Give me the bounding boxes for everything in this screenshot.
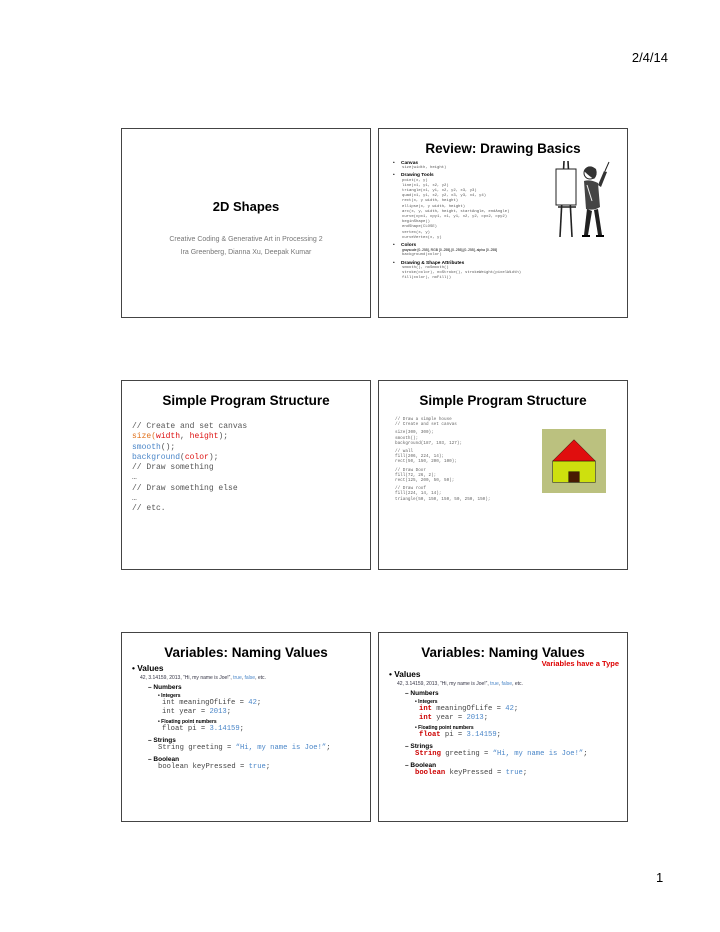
code-ellipsis: … bbox=[132, 473, 137, 483]
code-line: endShape(CLOSE) bbox=[402, 225, 438, 230]
code-line: smooth(), noSmooth() bbox=[402, 265, 449, 270]
code-comment: // Create and set canvas bbox=[132, 422, 248, 431]
code-line: float pi = 3.14159; bbox=[419, 731, 501, 739]
subsection-floats: • Floating point numbers bbox=[415, 725, 474, 731]
code-line: curveVertex(x, y) bbox=[402, 235, 442, 240]
slide-heading: Variables: Naming Values bbox=[164, 645, 328, 660]
code-block: // Draw a simple house // Create and set canvas size(300, 300); smooth(); background(187, 193, 127); // wall fill(206, 224, 14); rect(50, 150, 200, 100); // Draw Door fill(72, 26, 2); rect(125, 200, 50, 50); // Draw roof fill(224, 14, 14); triangle(50, 150, 150, 50, 250, 150); bbox=[395, 417, 491, 502]
subsection-integers: • Integers bbox=[158, 693, 181, 699]
variables-content bbox=[389, 669, 624, 778]
code-line: float pi = 3.14159; bbox=[162, 725, 244, 733]
code-line: String greeting = “Hi, my name is Joe!”; bbox=[415, 750, 588, 758]
drawing-basics-list bbox=[393, 159, 563, 281]
code-block bbox=[132, 422, 247, 515]
bullet-canvas: • Canvas bbox=[393, 161, 419, 166]
house-door bbox=[569, 472, 580, 483]
code-comment: // Draw something else bbox=[132, 483, 238, 493]
code-line: size(width, height); bbox=[132, 432, 229, 442]
slide-variables-typed bbox=[378, 632, 628, 822]
code-line: int meaningOfLife = 42; bbox=[419, 705, 519, 713]
section-boolean: – Boolean bbox=[148, 756, 180, 763]
code-line: String greeting = “Hi, my name is Joe!”; bbox=[158, 744, 331, 752]
page-number: 1 bbox=[656, 870, 664, 885]
code-line: smooth(); bbox=[132, 442, 176, 452]
colors-description: grayscale [0..255], RGB [0..255],[0..255],[0..255], alpha [0..255] bbox=[402, 248, 498, 253]
bullet-drawing-tools: • Drawing Tools bbox=[393, 173, 434, 179]
bullet-colors: • Colors bbox=[393, 243, 417, 249]
section-strings: – Strings bbox=[405, 743, 433, 750]
painter-illustration bbox=[554, 159, 612, 239]
code-line: background(color) bbox=[402, 253, 442, 258]
code-line: boolean keyPressed = true; bbox=[158, 763, 271, 771]
variables-content bbox=[132, 663, 367, 772]
code-line: int year = 2013; bbox=[162, 708, 232, 716]
code-line: line(x1, y1, x2, y2) bbox=[402, 183, 449, 188]
slide-title-heading: 2D Shapes bbox=[212, 199, 280, 214]
code-line: stroke(color), noStroke(), strokeWeight(pixelWidth) bbox=[402, 271, 522, 276]
code-line: int meaningOfLife = 42; bbox=[162, 699, 262, 707]
code-line: boolean keyPressed = true; bbox=[415, 769, 528, 777]
page-date: 2/4/14 bbox=[631, 50, 668, 65]
code-line: rect(x, y width, height) bbox=[402, 199, 459, 204]
values-examples: 42, 3.14159, 2013, “Hi, my name is Joe!”, true, false, etc. bbox=[140, 675, 266, 681]
slide-drawing-basics bbox=[378, 128, 628, 318]
type-note: Variables have a Type bbox=[541, 659, 619, 668]
section-numbers: – Numbers bbox=[148, 684, 182, 691]
code-line: ellipse(x, y width, height) bbox=[402, 204, 466, 209]
code-line: triangle(x1, y1, x2, y2, x3, y3) bbox=[402, 189, 477, 194]
slide-subtitle: Creative Coding & Generative Art in Processing 2 bbox=[169, 236, 323, 243]
bullet-values: • Values bbox=[132, 663, 164, 673]
slide-title bbox=[121, 128, 371, 318]
code-line: size(width, height) bbox=[402, 166, 447, 171]
section-numbers: – Numbers bbox=[405, 690, 439, 697]
code-line: curve(cpx1, cpy1, x1, y1, x2, y2, cpx2, cpy2) bbox=[402, 215, 508, 220]
slide-heading: Variables: Naming Values bbox=[421, 645, 585, 660]
code-line: vertex(x, y) bbox=[402, 230, 431, 235]
code-comment: // Draw something bbox=[132, 463, 214, 473]
code-line: quad(x1, y1, x2, y2, x3, y3, x4, y4) bbox=[402, 194, 487, 199]
code-line: point(x, y) bbox=[402, 178, 428, 183]
bullet-attributes: • Drawing & Shape Attributes bbox=[393, 260, 465, 266]
bullet-values: • Values bbox=[389, 669, 421, 679]
code-ellipsis: … bbox=[132, 494, 137, 504]
slide-program-structure bbox=[121, 380, 371, 570]
slide-heading: Simple Program Structure bbox=[419, 393, 587, 408]
code-comment: // etc. bbox=[132, 504, 166, 514]
code-line: beginShape() bbox=[402, 220, 431, 225]
code-line: int year = 2013; bbox=[419, 714, 489, 722]
section-strings: – Strings bbox=[148, 737, 176, 744]
subsection-floats: • Floating point numbers bbox=[158, 719, 217, 725]
slide-program-structure-house bbox=[378, 380, 628, 570]
code-line: background(color); bbox=[132, 452, 219, 462]
code-line: fill(color), noFill() bbox=[402, 276, 452, 281]
slide-heading: Review: Drawing Basics bbox=[425, 141, 581, 156]
slide-variables bbox=[121, 632, 371, 822]
code-line: arc(x, y, width, height, startAngle, endAngle) bbox=[402, 209, 510, 214]
section-boolean: – Boolean bbox=[405, 762, 437, 769]
values-examples: 42, 3.14159, 2013, “Hi, my name is Joe!”, true, false, etc. bbox=[397, 681, 523, 687]
subsection-integers: • Integers bbox=[415, 699, 438, 705]
house-drawing bbox=[539, 429, 609, 493]
slide-authors: Ira Greenberg, Dianna Xu, Deepak Kumar bbox=[180, 249, 312, 256]
slide-heading: Simple Program Structure bbox=[162, 393, 330, 408]
